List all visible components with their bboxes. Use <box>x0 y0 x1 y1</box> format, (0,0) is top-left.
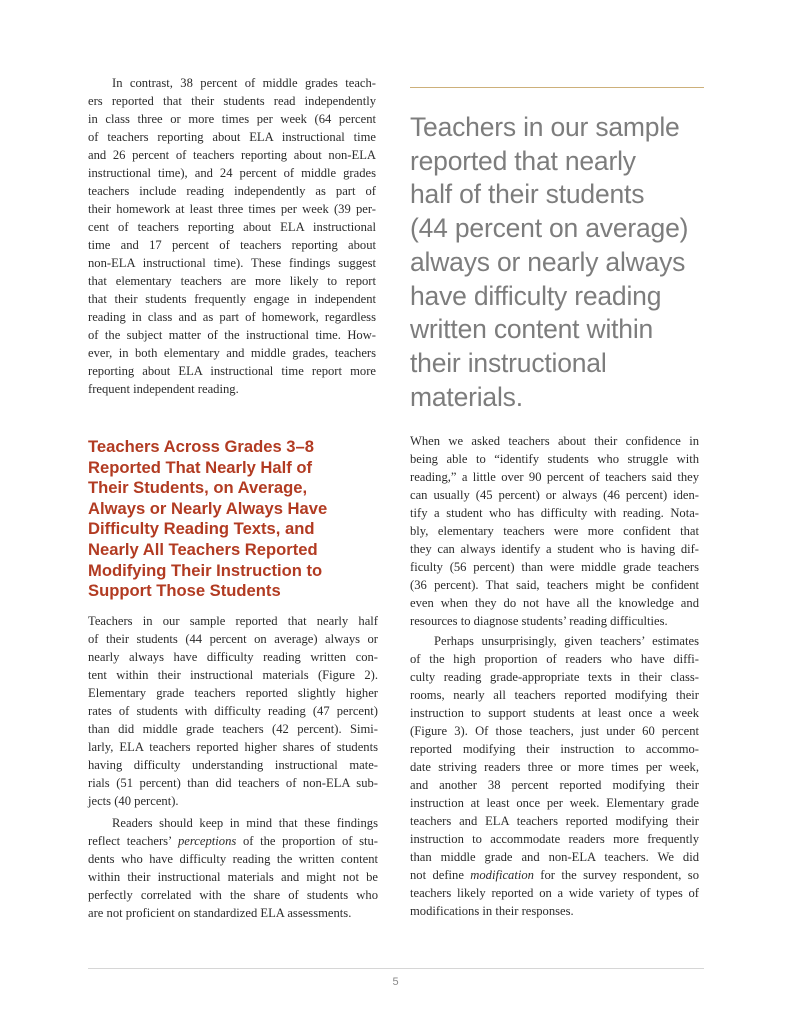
text-line: (Figure 3). Of those teachers, just under 60 percent <box>410 724 699 738</box>
heading-line: Nearly All Teachers Reported <box>88 540 318 559</box>
text-line: their homework at least three times per week (39 per- <box>88 202 376 216</box>
text-line: having difficulty understanding instructional mate- <box>88 758 378 772</box>
text-line: Teachers in our sample reported that nearly half <box>88 614 378 628</box>
text-line: of the subject matter of the instructional time. How- <box>88 328 376 342</box>
text-run: reflect teachers’ <box>88 834 178 848</box>
text-line: instructional time), and 24 percent of middle grades <box>88 166 376 180</box>
pull-quote-line: reported that nearly <box>410 145 636 176</box>
pull-quote-line: their instructional <box>410 347 607 378</box>
text-line: teachers likely reported on a wide variety of types of <box>410 886 699 900</box>
italic-term: perceptions <box>177 834 237 848</box>
text-line: tent within their instructional materials (Figure 2). <box>88 668 378 682</box>
text-line: time and 17 percent of teachers reporting about <box>88 238 376 252</box>
page-number: 5 <box>392 976 399 988</box>
text-line: can usually (45 percent) or always (46 percent) iden- <box>410 488 699 502</box>
text-line: jects (40 percent). <box>88 794 179 808</box>
text-line: and another 38 percent reported modifying their <box>410 778 699 792</box>
text-line: (36 percent). That said, teachers might be confident <box>410 578 699 592</box>
text-line: ever, in both elementary and middle grades, teachers <box>88 346 376 360</box>
pull-quote-line: written content within <box>410 314 654 345</box>
text-line: Perhaps unsurprisingly, given teachers’ estimates <box>434 634 699 648</box>
text-line: tify a student who has difficulty with reading. Nota- <box>410 506 699 520</box>
heading-line: Support Those Students <box>88 581 281 601</box>
text-line: in class three or more times per week (64 percent <box>88 112 376 126</box>
text-line: within their instructional materials and might not be <box>88 870 378 884</box>
text-line: ers reported that their students read independently <box>88 94 376 108</box>
text-line: rials (51 percent) than did teachers of non-ELA sub- <box>88 776 378 790</box>
pull-quote-line: Teachers in our sample <box>410 112 680 142</box>
text-line: larly, ELA teachers reported higher shares of students <box>88 740 378 754</box>
pull-quote-line: materials. <box>410 381 523 412</box>
text-line: frequent independent reading. <box>88 382 239 396</box>
footer-rule <box>88 968 704 969</box>
text-line: resources to diagnose students’ reading difficulties. <box>410 614 668 628</box>
text-line: teachers include reading independently as part of <box>88 184 376 198</box>
text-line: instruction at least once per week. Elementary grade <box>410 796 699 810</box>
heading-line: Teachers Across Grades 3–8 <box>88 437 314 456</box>
text-line: perfectly correlated with the share of students who <box>88 888 378 902</box>
text-line: instruction to accommodate readers more frequently <box>410 832 699 846</box>
text-line: reported modifying their instruction to accommo- <box>410 742 699 756</box>
heading-line: Difficulty Reading Texts, and <box>88 519 315 539</box>
text-line: that elementary teachers are more likely to report <box>88 274 376 288</box>
text-line: than middle grade and non-ELA teachers. We did <box>410 850 699 864</box>
text-run: for the survey respondent, so <box>533 868 699 882</box>
text-line: When we asked teachers about their confidence in <box>410 434 699 448</box>
text-line: reading,” a little over 90 percent of teachers said they <box>410 470 699 484</box>
heading-line: Modifying Their Instruction to <box>88 560 323 580</box>
text-line: culty reading grade-appropriate texts in their class- <box>410 670 699 684</box>
text-line: date striving readers three or more times per week, <box>410 760 699 774</box>
text-line: of their students (44 percent on average) always or <box>88 632 378 646</box>
text-line: nearly always have difficulty reading written con- <box>88 650 378 664</box>
text-line <box>410 866 699 884</box>
text-line: being able to “identify students who struggle with <box>410 452 699 466</box>
text-line: ficulty (56 percent) than were middle grade teachers <box>410 560 699 574</box>
text-line: even when they do not have all the knowledge and <box>410 596 699 610</box>
heading-line: Their Students, on Average, <box>88 478 308 498</box>
pull-quote-line: always or nearly always <box>410 246 686 277</box>
heading-line: Reported That Nearly Half of <box>88 457 313 477</box>
text-line: of the high proportion of readers who have diffi- <box>410 652 699 666</box>
text-line: Elementary grade teachers reported slightly higher <box>88 686 378 700</box>
text-line: than did middle grade teachers (42 percent). Simi- <box>88 722 378 736</box>
pull-quote-line: have difficulty reading <box>410 280 662 311</box>
text-line: they can always identify a student who is having dif- <box>410 542 699 556</box>
pull-quote-line: half of their students <box>410 179 645 210</box>
heading-line: Always or Nearly Always Have <box>88 498 328 518</box>
text-line: bly, elementary teachers were more confident that <box>410 524 699 538</box>
text-line: teachers and ELA teachers reported modifying their <box>410 814 699 828</box>
text-line: that their students frequently engage in independent <box>88 292 376 306</box>
text-line: rates of students with difficulty reading (47 percent) <box>88 704 378 718</box>
italic-term: modification <box>470 868 534 882</box>
pull-quote-line: (44 percent on average) <box>410 213 689 244</box>
text-line: non-ELA instructional time). These findings suggest <box>88 256 376 270</box>
text-line: cent of teachers reporting about ELA instructional <box>88 220 376 234</box>
text-line: dents who have difficulty reading the written content <box>88 852 378 866</box>
text-line: reading in class and as part of homework, regardless <box>88 310 376 324</box>
text-line: Readers should keep in mind that these findings <box>112 816 378 830</box>
text-line <box>88 832 378 850</box>
text-line: and 26 percent of teachers reporting about non-ELA <box>88 148 376 162</box>
text-line: rooms, nearly all teachers reported modifying their <box>410 688 699 702</box>
text-run: of the proportion of stu- <box>236 834 378 848</box>
pull-quote-rule <box>410 87 704 88</box>
text-line: reporting about ELA instructional time report more <box>88 364 376 378</box>
text-line: instruction to support students at least once a week <box>410 706 699 720</box>
text-line: are not proficient on standardized ELA assessments. <box>88 906 352 920</box>
text-run: not define <box>410 868 471 882</box>
text-line: of teachers reporting about ELA instructional time <box>88 130 376 144</box>
text-line: modifications in their responses. <box>410 904 574 918</box>
text-line: In contrast, 38 percent of middle grades teach- <box>112 76 376 90</box>
